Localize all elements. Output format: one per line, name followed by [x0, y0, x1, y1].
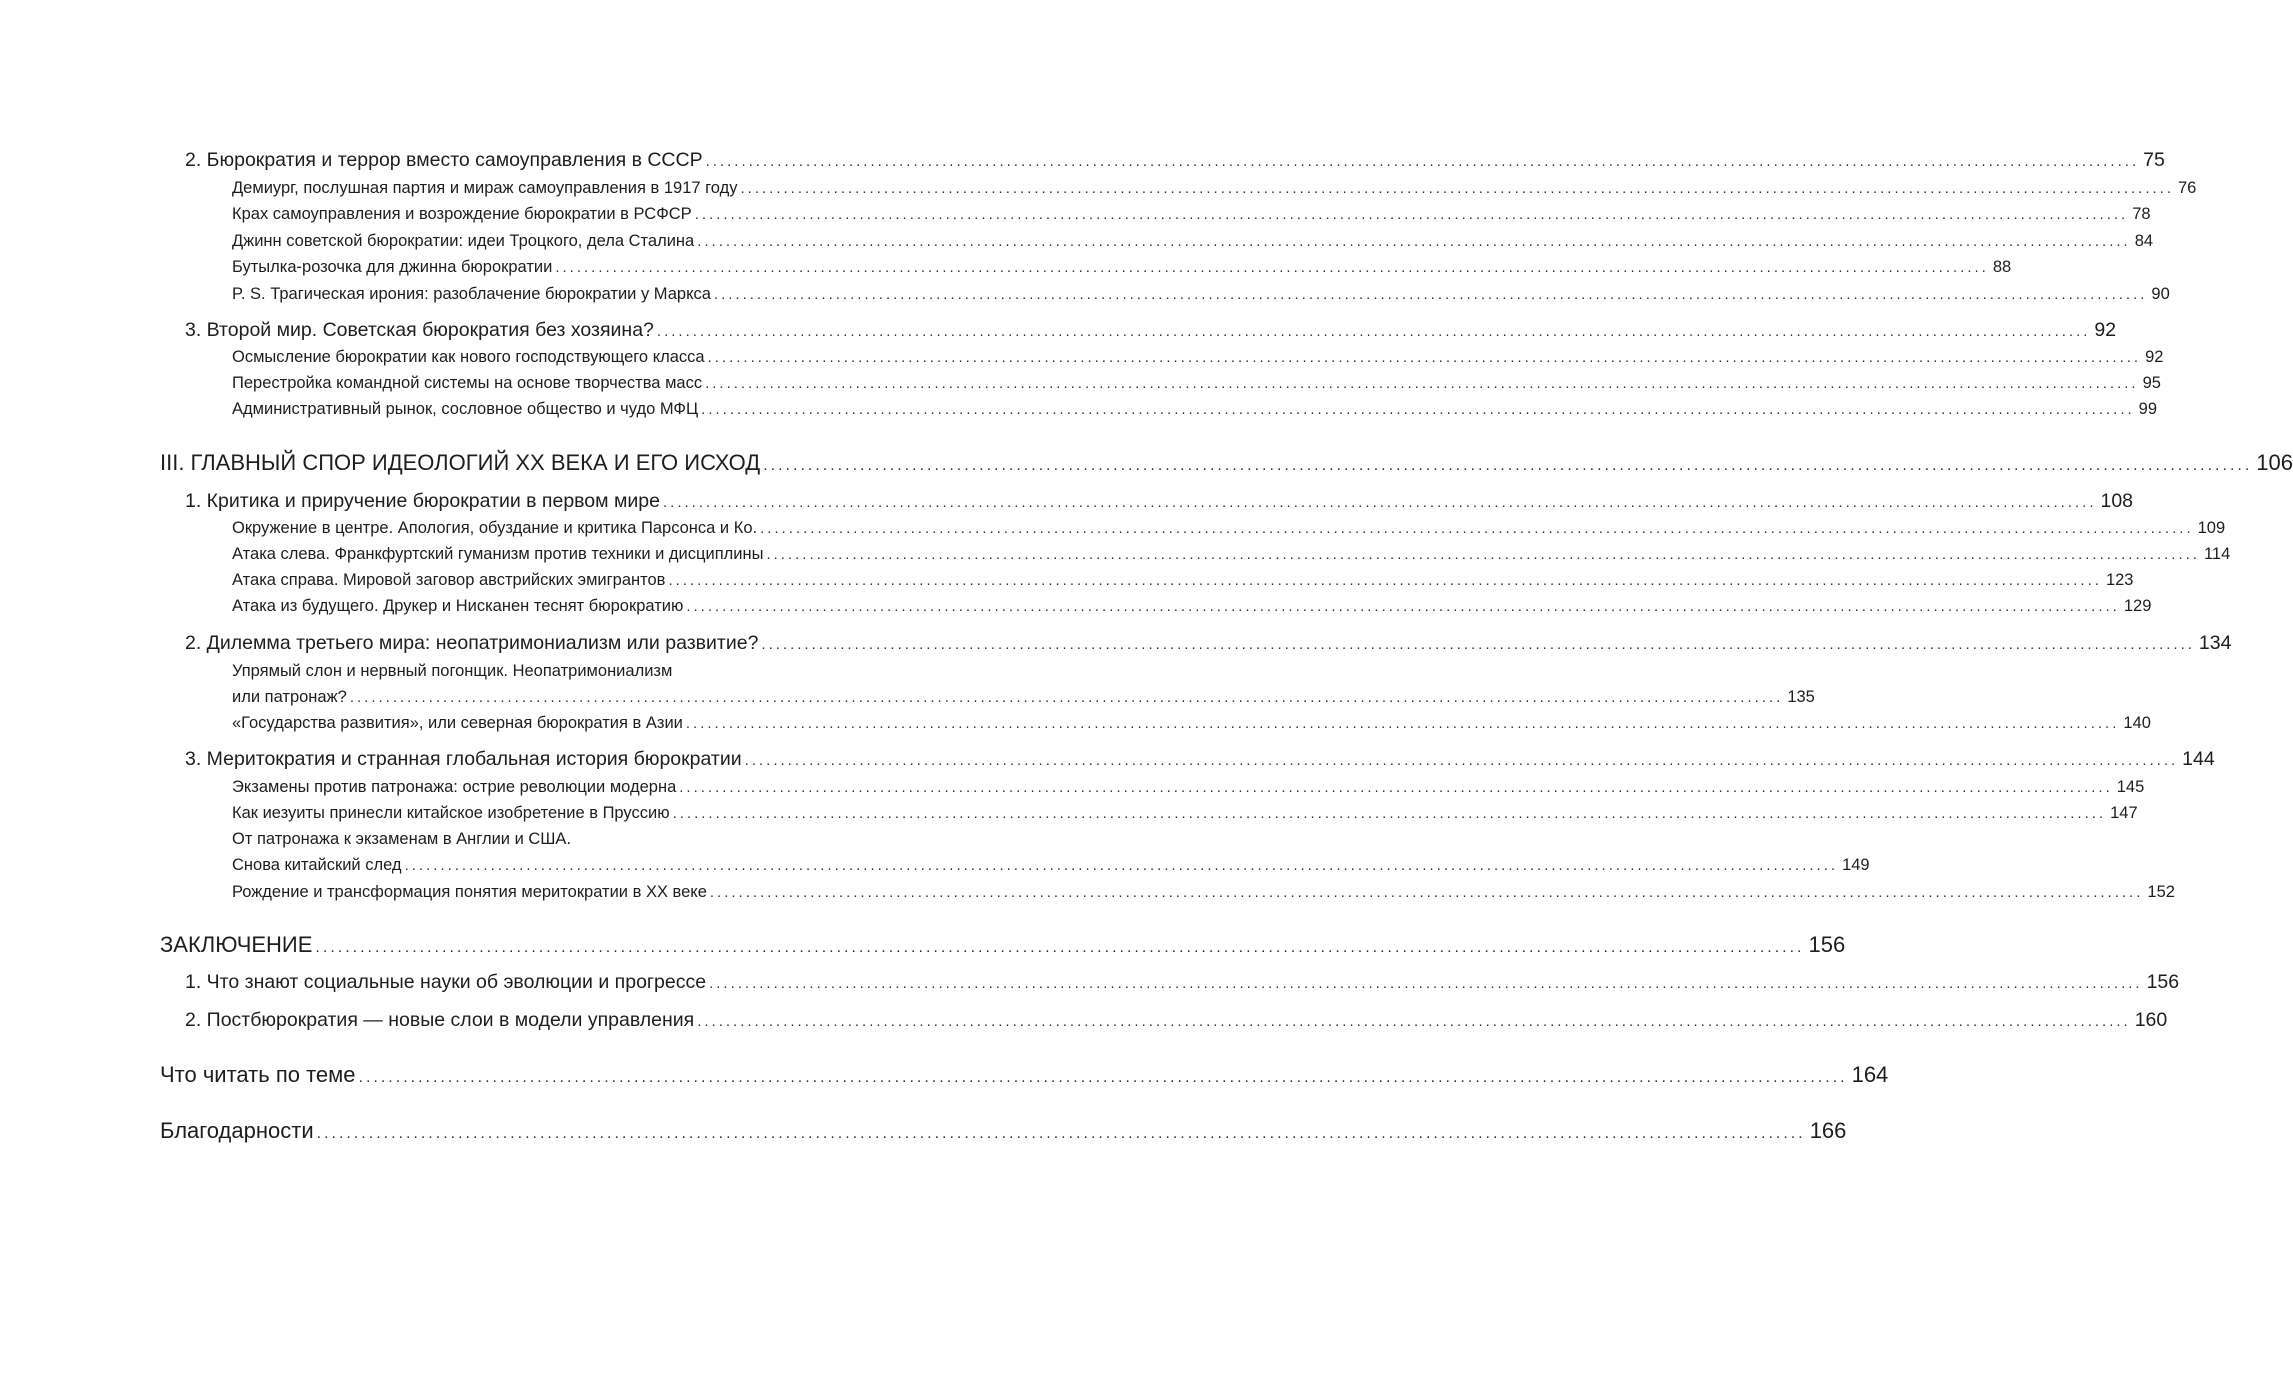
toc-entry-title: 1. Критика и приручение бюрократии в первом мире	[185, 490, 660, 513]
toc-entry	[232, 205, 2151, 224]
toc-entry	[232, 519, 2226, 538]
dot-leader: ........................................................................................................................................................................................................	[761, 636, 2195, 654]
toc-page-number: 99	[2138, 400, 2158, 419]
toc-page-number: 114	[2203, 545, 2231, 564]
toc-page-number: 160	[2134, 1009, 2168, 1032]
toc-page-number: 88	[1992, 258, 2012, 277]
toc-entry-title: Джинн советской бюрократии: идеи Троцкого, дела Сталина	[232, 232, 695, 251]
toc-entry	[185, 1009, 2168, 1032]
toc-entry-title: 1. Что знают социальные науки об эволюции и прогрессе	[185, 971, 707, 994]
toc-page-number: 144	[2182, 748, 2215, 771]
toc-entry	[232, 778, 2145, 797]
toc-entry-title: Рождение и трансформация понятия меритократии в XX веке	[232, 883, 707, 902]
toc-entry	[232, 545, 2231, 564]
toc-page-number: 156	[2146, 971, 2180, 994]
dot-leader: ........................................................................................................................................................................................................	[358, 1068, 1848, 1086]
toc-entry-title: 2. Постбюрократия — новые слои в модели управления	[185, 1009, 695, 1032]
toc-page-number: 106	[2256, 449, 2293, 475]
dot-leader: ........................................................................................................................................................................................................	[766, 546, 2200, 564]
toc-entry	[160, 931, 1846, 957]
toc-entry	[160, 449, 2293, 475]
toc-entry-title: Как иезуиты принесли китайское изобретение в Пруссию	[232, 804, 670, 823]
toc-page-number: 145	[2116, 778, 2145, 797]
toc-entry	[185, 632, 2232, 655]
toc-page-number: 152	[2147, 883, 2175, 902]
toc-entry	[160, 1117, 1847, 1143]
dot-leader: ........................................................................................................................................................................................................	[316, 1124, 1806, 1142]
dot-leader: ........................................................................................................................................................................................................	[685, 715, 2120, 733]
dot-leader: ........................................................................................................................................................................................................	[349, 689, 1784, 707]
toc-page-number: 92	[2145, 348, 2164, 367]
dot-leader: ........................................................................................................................................................................................................	[760, 520, 2194, 538]
toc-page-number: 84	[2134, 232, 2154, 251]
dot-leader: ........................................................................................................................................................................................................	[656, 323, 2091, 341]
toc-page-number: 166	[1809, 1117, 1847, 1143]
toc-entry-title: Снова китайский след	[232, 856, 402, 875]
toc-page-number: 147	[2110, 804, 2138, 823]
dot-leader: ........................................................................................................................................................................................................	[555, 259, 1989, 277]
toc-entry-title: От патронажа к экзаменам в Англии и США.	[232, 830, 572, 849]
toc-entry-title: Осмысление бюрократии как нового господствующего класса	[232, 348, 705, 367]
toc-entry-title: Атака справа. Мировой заговор австрийских эмигрантов	[232, 571, 666, 590]
toc-entry	[185, 971, 2180, 994]
toc-entry-title: III. ГЛАВНЫЙ СПОР ИДЕОЛОГИЙ XX ВЕКА И ЕГО ИСХОД	[160, 449, 761, 475]
toc-page-number: 164	[1851, 1061, 1889, 1087]
toc-page-number: 75	[2143, 149, 2165, 172]
toc-entry-title: Атака слева. Франкфуртский гуманизм против техники и дисциплины	[232, 545, 764, 564]
toc-page-number: 108	[2100, 490, 2134, 513]
toc-page-number: 149	[1842, 856, 1870, 875]
toc-entry-title: P. S. Трагическая ирония: разоблачение бюрократии у Маркса	[232, 285, 711, 304]
toc-entry-title: Что читать по теме	[160, 1061, 356, 1087]
dot-leader: ........................................................................................................................................................................................................	[744, 752, 2179, 770]
dot-leader: ........................................................................................................................................................................................................	[668, 572, 2102, 590]
toc-page-number: 95	[2142, 374, 2161, 393]
toc-entry-line	[232, 663, 865, 680]
toc-page-number: 78	[2132, 205, 2151, 224]
dot-leader: ........................................................................................................................................................................................................	[763, 456, 2253, 474]
dot-leader: ........................................................................................................................................................................................................	[679, 779, 2113, 797]
toc-entry	[185, 748, 2215, 771]
toc-entry	[185, 319, 2117, 342]
toc-entry	[232, 374, 2161, 393]
toc-page-number: 135	[1787, 688, 1815, 707]
toc-page-number: 123	[2105, 571, 2134, 590]
dot-leader: ........................................................................................................................................................................................................	[662, 494, 2097, 512]
toc-page-number: 129	[2123, 597, 2152, 616]
toc-entry-title: 2. Дилемма третьего мира: неопатримониализм или развитие?	[185, 632, 759, 655]
dot-leader: ........................................................................................................................................................................................................	[713, 286, 2148, 304]
toc-entry-title: ЗАКЛЮЧЕНИЕ	[160, 931, 313, 957]
toc-entry	[232, 258, 2012, 277]
dot-leader: ........................................................................................................................................................................................................	[705, 153, 2140, 171]
toc-entry	[232, 232, 2154, 251]
toc-entry-title: 2. Бюрократия и террор вместо самоуправления в СССР	[185, 149, 703, 172]
dot-leader: ........................................................................................................................................................................................................	[686, 598, 2120, 616]
toc-entry	[232, 714, 2151, 733]
toc-entry	[232, 597, 2152, 616]
toc-page-number: 109	[2197, 519, 2226, 538]
toc-entry	[232, 883, 2175, 902]
toc-entry-title: Демиург, послушная партия и мираж самоуправления в 1917 году	[232, 179, 738, 198]
toc-page-number: 156	[1808, 931, 1846, 957]
toc-entry	[232, 688, 1815, 707]
dot-leader: ........................................................................................................................................................................................................	[315, 938, 1805, 956]
toc-entry-title: Бутылка-розочка для джинна бюрократии	[232, 258, 553, 277]
toc-entry	[232, 856, 1870, 875]
dot-leader: ........................................................................................................................................................................................................	[709, 884, 2144, 902]
toc-page-number: 140	[2123, 714, 2151, 733]
dot-leader: ........................................................................................................................................................................................................	[740, 180, 2174, 198]
dot-leader: ........................................................................................................................................................................................................	[697, 233, 2131, 251]
dot-leader: ........................................................................................................................................................................................................	[672, 805, 2107, 823]
toc-entry	[185, 490, 2134, 513]
toc-entry-line	[232, 831, 865, 848]
dot-leader: ........................................................................................................................................................................................................	[694, 206, 2129, 224]
toc-entry	[185, 149, 2165, 172]
toc-page-number: 90	[2151, 285, 2170, 304]
toc-entry	[232, 285, 2170, 304]
toc-entry	[160, 1061, 1889, 1087]
toc-entry	[232, 348, 2164, 367]
toc-page-number: 92	[2094, 319, 2117, 342]
dot-leader: ........................................................................................................................................................................................................	[697, 1013, 2131, 1031]
toc-entry-title: Атака из будущего. Друкер и Нисканен теснят бюрократию	[232, 597, 684, 616]
toc-entry-title: 3. Второй мир. Советская бюрократия без хозяина?	[185, 319, 654, 342]
toc-entry	[232, 804, 2138, 823]
toc-entry	[232, 571, 2134, 590]
toc-entry-title: Экзамены против патронажа: острие революции модерна	[232, 778, 677, 797]
dot-leader: ........................................................................................................................................................................................................	[705, 375, 2139, 393]
dot-leader: ........................................................................................................................................................................................................	[709, 975, 2143, 993]
toc-entry-title: Благодарности	[160, 1117, 314, 1143]
dot-leader: ........................................................................................................................................................................................................	[707, 349, 2142, 367]
toc-entry-title: Административный рынок, сословное общество и чудо МФЦ	[232, 400, 699, 419]
toc-page-number: 76	[2178, 179, 2197, 198]
toc-entry-title: Перестройка командной системы на основе творчества масс	[232, 374, 703, 393]
toc-entry-title: или патронаж?	[232, 688, 347, 707]
toc-entry-title: «Государства развития», или северная бюрократия в Азии	[232, 714, 683, 733]
toc-entry-title: 3. Меритократия и странная глобальная история бюрократии	[185, 748, 742, 771]
toc-entry	[232, 179, 2197, 198]
dot-leader: ........................................................................................................................................................................................................	[701, 401, 2135, 419]
toc-entry-title: Крах самоуправления и возрождение бюрократии в РСФСР	[232, 205, 692, 224]
dot-leader: ........................................................................................................................................................................................................	[404, 857, 1839, 875]
toc-entry-title: Упрямый слон и нервный погонщик. Неопатримониализм	[232, 662, 673, 681]
toc-entry	[232, 400, 2158, 419]
toc-entry-title: Окружение в центре. Апология, обуздание и критика Парсонса и Ко.	[232, 519, 758, 538]
toc-page-number: 134	[2198, 632, 2232, 655]
